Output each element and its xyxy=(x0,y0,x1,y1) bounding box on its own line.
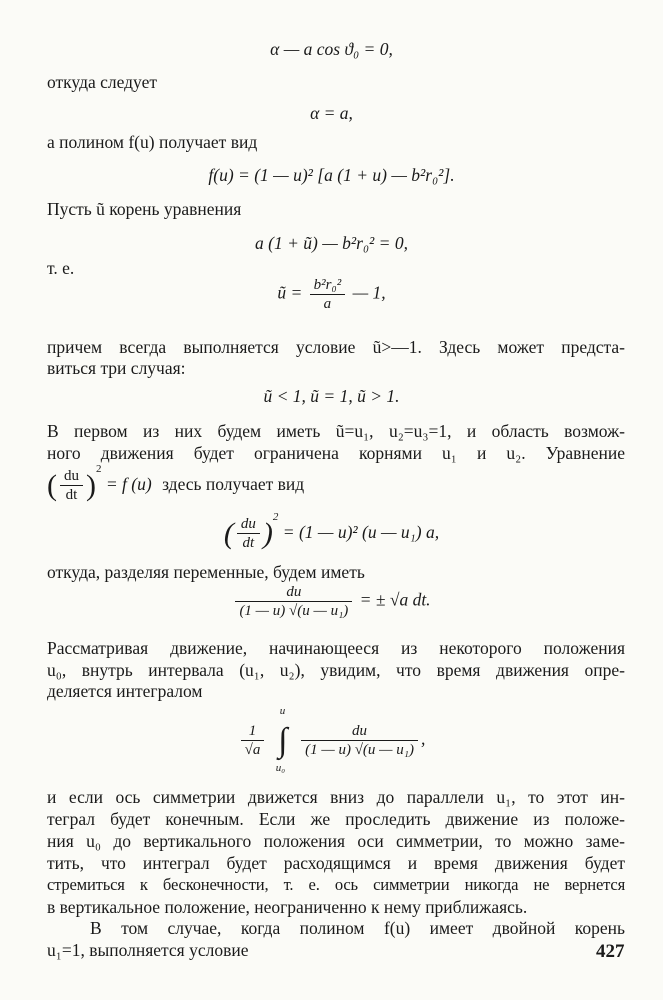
text-line: т. е. xyxy=(47,258,75,278)
text-line: u₁=1, выполняется условие xyxy=(47,940,249,960)
equation-9 xyxy=(0,583,663,620)
equation-9-rhs: = ± √a dt. xyxy=(359,589,431,610)
text-line: в вертикальное положение, неограниченно к нему приближаясь. xyxy=(47,897,528,917)
text-line: тить, что интеграл будет расходящимся и время движения будет xyxy=(47,853,625,873)
text-line: ния u₀ до вертикального положения оси симметрии, то можно заме- xyxy=(47,831,625,851)
equation-8: ( $\frac{du}{dt}$ )$^2$ = (1 — u)² (u — u₁) a, xyxy=(223,511,440,552)
text-line: В первом из них будем иметь ũ=u₁, u₂=u₃=1, и область возмож- xyxy=(47,421,625,441)
text-line: откуда следует xyxy=(47,72,157,92)
equation-5-fraction xyxy=(310,276,346,313)
text-line: откуда, разделяя переменные, будем иметь xyxy=(47,562,365,582)
equation-8-fraction: $\frac{du}{dt}$ xyxy=(237,515,260,552)
equation-2: α = a, xyxy=(310,103,353,123)
text-line: стремиться к бесконечности, т. е. ось симметрии никогда не вернется xyxy=(47,875,625,894)
equation-5-rhs: — 1, xyxy=(352,282,386,303)
text-line: виться три случая: xyxy=(47,358,186,378)
text-line: Рассматривая движение, начинающееся из некоторого положения xyxy=(47,638,625,658)
equation-6: ũ < 1, ũ = 1, ũ > 1. xyxy=(263,386,400,406)
equation-3: f(u) = (1 — u)² [a (1 + u) — b²r₀²]. xyxy=(208,165,455,185)
equation-5-numerator: b²r₀² xyxy=(310,276,346,295)
equation-7-fraction: $\frac{du}{dt}$ xyxy=(60,467,83,504)
equation-5-denominator: a xyxy=(323,296,332,312)
equation-1: α — a cos ϑ₀ = 0, xyxy=(270,39,393,59)
text-line: и если ось симметрии движется вниз до параллели u₁, то этот ин- xyxy=(47,787,625,807)
equation-4: a (1 + ũ) — b²r₀² = 0, xyxy=(255,233,408,253)
text-line: ного движения будет ограничена корнями u₁ и u₂. Уравнение xyxy=(47,443,625,463)
equation-10-fraction: $\frac{du}{\text{(1 — u) √(u — u₁)}}$ xyxy=(301,722,418,759)
equation-7-rhs: = f (u) xyxy=(105,474,152,494)
page-number: 427 xyxy=(596,941,625,962)
integral-upper-limit: u xyxy=(279,704,286,717)
equation-5-lhs: ũ = xyxy=(277,282,303,303)
equation-10-coefficient: $\frac{1}{√a}$ xyxy=(241,722,265,759)
equation-10: $\frac{1}{√a}$ ∫ u u₀ $\frac{du}{\text{(1 — u) √(u — u₁)}}$ , xyxy=(0,722,663,759)
text-line: деляется интегралом xyxy=(47,681,203,701)
text-line: u₀, внутрь интервала (u₁, u₂), увидим, что время движения опре- xyxy=(47,660,625,680)
text-line: здесь получает вид xyxy=(162,474,305,494)
equation-8-rhs: = (1 — u)² (u — u₁) a, xyxy=(282,522,440,542)
text-line: теграл будет конечным. Если же проследить движение из положе- xyxy=(47,809,625,829)
text-line: В том случае, когда полином f(u) имеет двойной корень xyxy=(90,918,625,938)
text-line: Пусть ũ корень уравнения xyxy=(47,199,242,219)
integral-lower-limit: u₀ xyxy=(275,761,286,774)
integral-sign: ∫ u u₀ xyxy=(275,704,288,774)
text-line: а полином f(u) получает вид xyxy=(47,132,258,152)
inline-equation-7: ( $\frac{du}{dt}$ )$^2$ = f (u) здесь получает вид xyxy=(47,463,305,504)
text-line: причем всегда выполняется условие ũ>—1. Здесь может предста- xyxy=(47,337,625,357)
equation-9-fraction: $\frac{du}{\text{(1 — u) √(u — u₁)}}$ xyxy=(235,583,352,620)
equation-5 xyxy=(0,276,663,313)
